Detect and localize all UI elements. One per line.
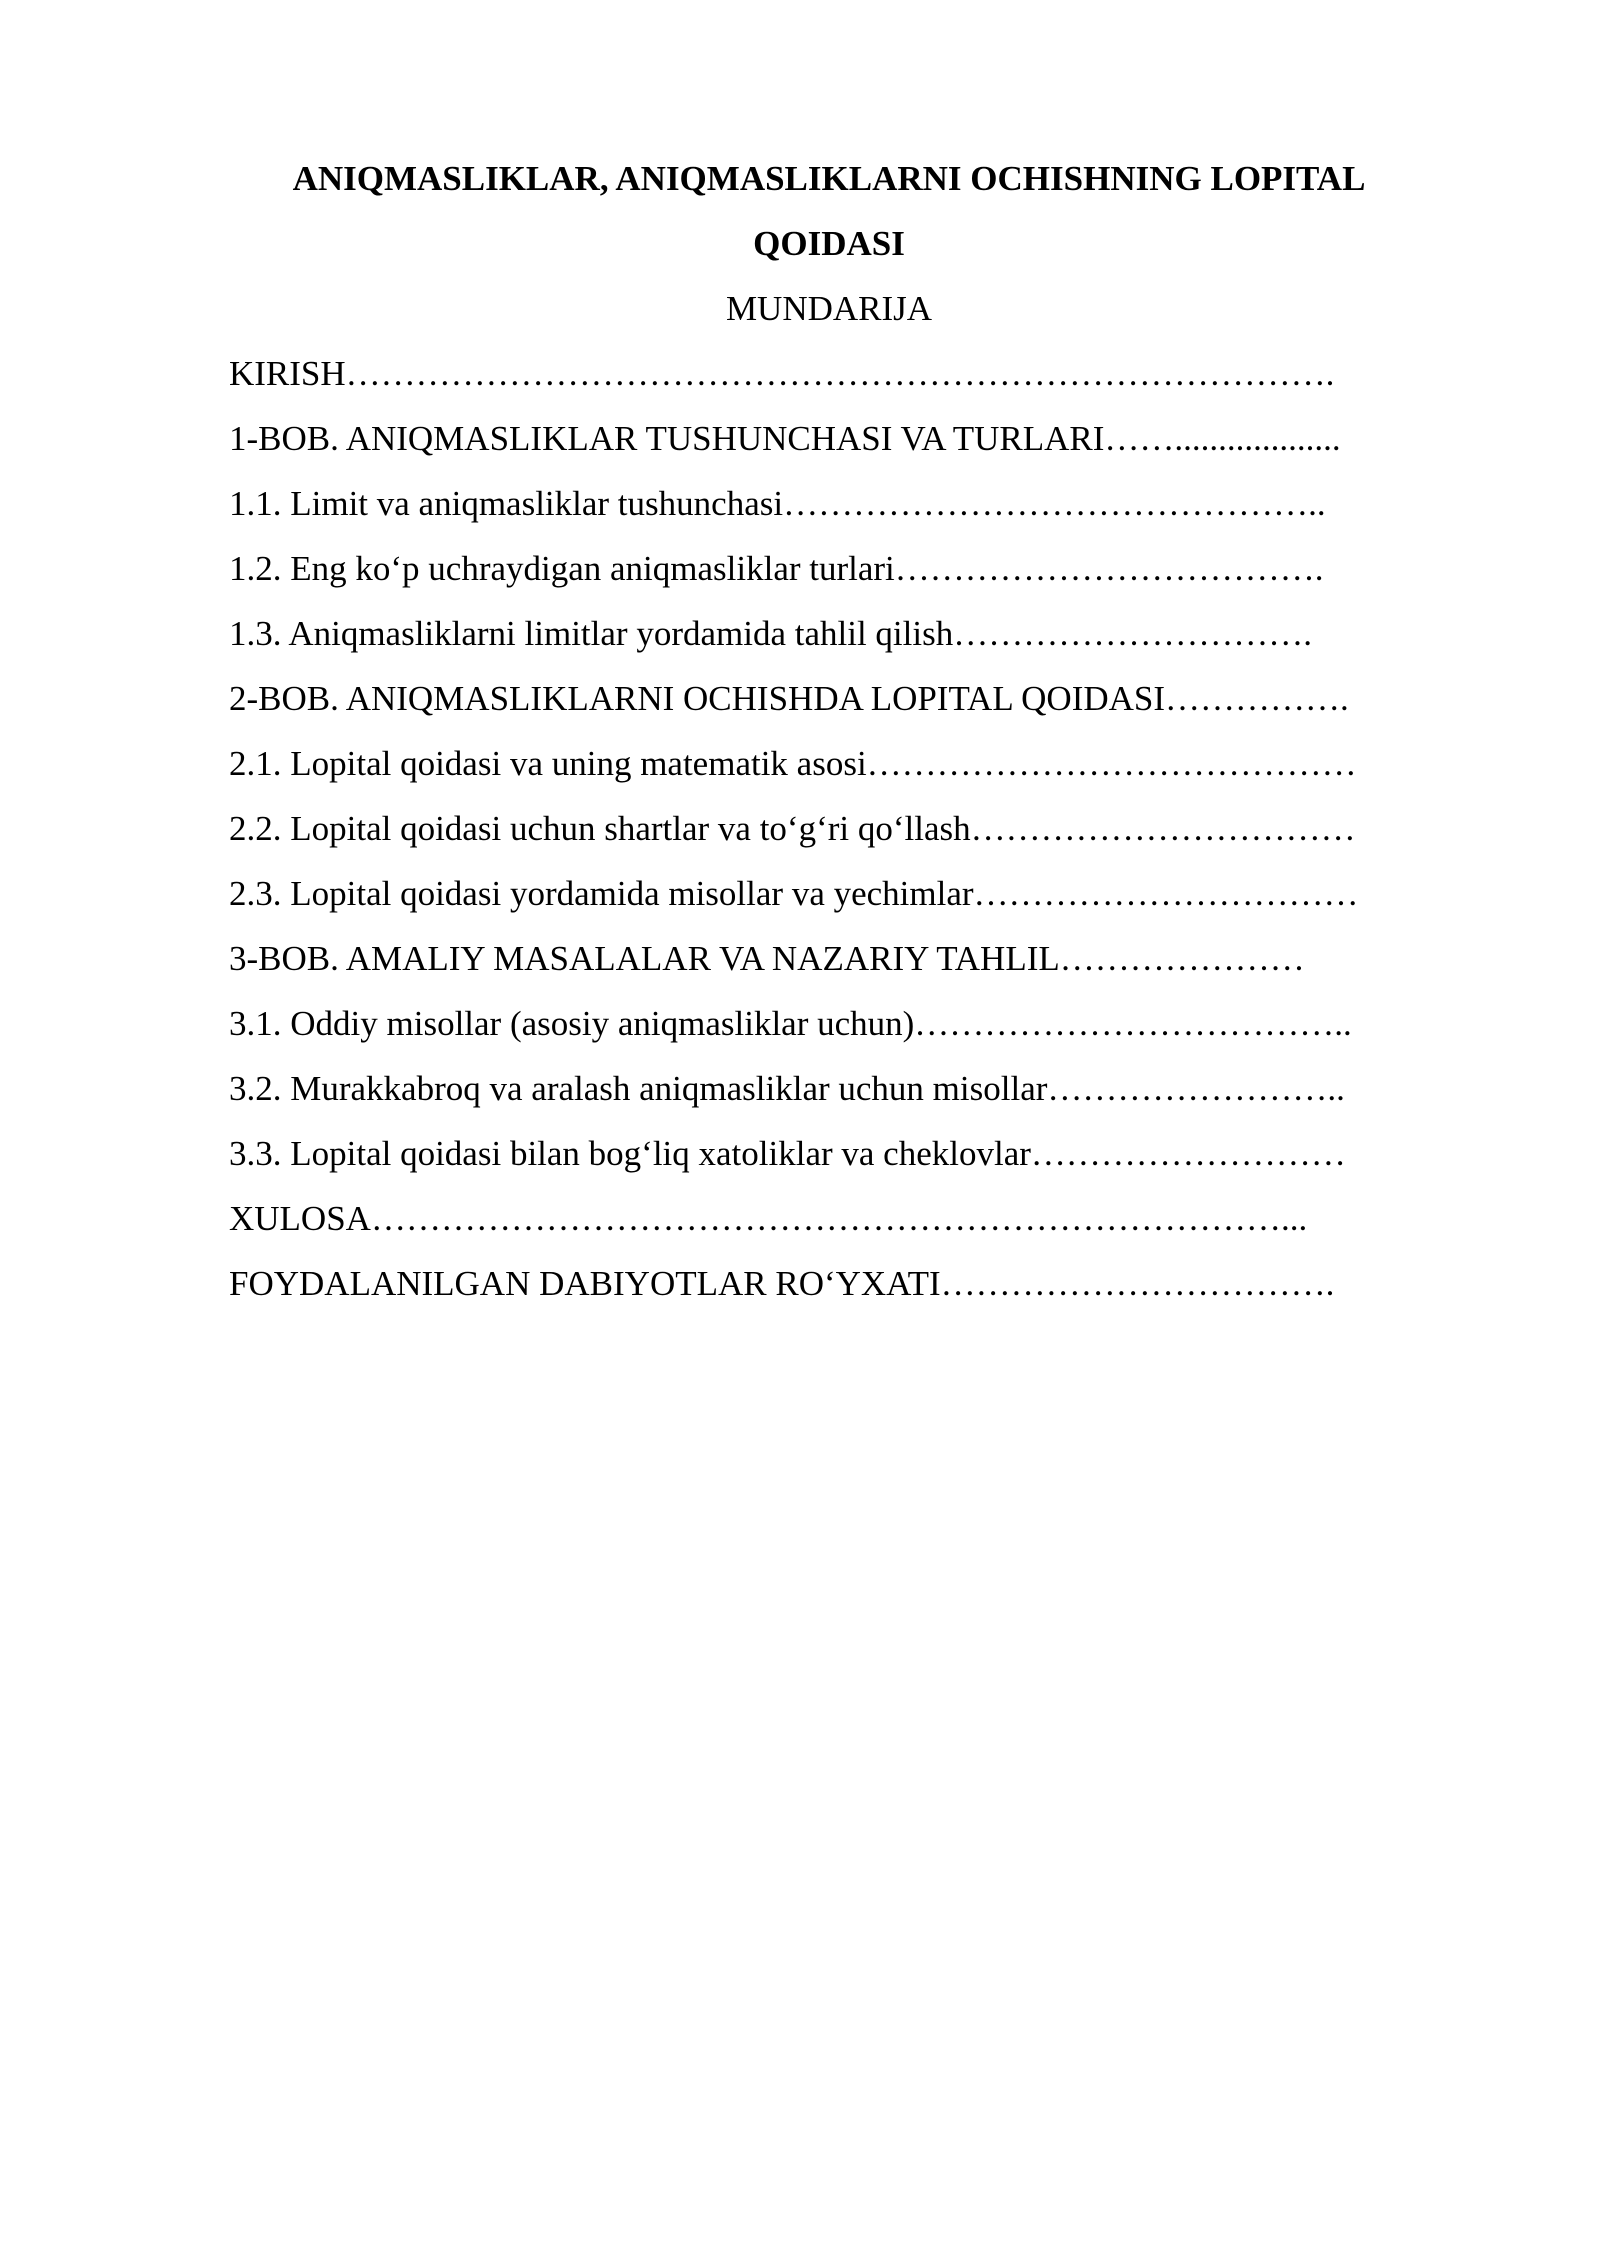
toc-entry-2-2: 2.2. Lopital qoidasi uchun shartlar va to‘g‘ri qo‘llash…………………………… [229,809,1356,848]
toc-entry-chapter-1: 1-BOB. ANIQMASLIKLAR TUSHUNCHASI VA TURLARI……................... [229,419,1341,458]
toc-entry-chapter-3: 3-BOB. AMALIY MASALALAR VA NAZARIY TAHLIL………………… [229,939,1305,978]
toc-heading: MUNDARIJA [725,289,933,328]
toc-entry-xulosa: XULOSA……………………………………………………………………... [229,1199,1308,1238]
toc-entry-1-1: 1.1. Limit va aniqmasliklar tushunchasi……………………………………….. [229,484,1326,523]
toc-entry-2-1: 2.1. Lopital qoidasi va uning matematik asosi…………………………………… [229,744,1357,783]
toc-entry-1-3: 1.3. Aniqmasliklarni limitlar yordamida tahlil qilish…………………………. [229,614,1312,653]
toc-entry-2-3: 2.3. Lopital qoidasi yordamida misollar va yechimlar…………………………… [229,874,1359,913]
title-line-1: ANIQMASLIKLAR, ANIQMASLIKLARNI OCHISHNING LOPITAL [292,159,1366,198]
table-of-contents [229,341,1449,1316]
document-title [229,146,1429,276]
toc-entry-kirish: KIRISH…………………………………………………………………………. [229,354,1335,393]
title-line-2: QOIDASI [753,224,905,263]
toc-entry-3-2: 3.2. Murakkabroq va aralash aniqmasliklar uchun misollar…………………….. [229,1069,1345,1108]
toc-entry-references: FOYDALANILGAN DABIYOTLAR RO‘YXATI……………………………. [229,1264,1335,1303]
toc-entry-3-1: 3.1. Oddiy misollar (asosiy aniqmasliklar uchun)……………………………….. [229,1004,1352,1043]
toc-entry-1-2: 1.2. Eng ko‘p uchraydigan aniqmasliklar turlari………………………………. [229,549,1324,588]
toc-entry-chapter-2: 2-BOB. ANIQMASLIKLARNI OCHISHDA LOPITAL QOIDASI……………. [229,679,1349,718]
toc-entry-3-3: 3.3. Lopital qoidasi bilan bog‘liq xatoliklar va cheklovlar……………………… [229,1134,1346,1173]
